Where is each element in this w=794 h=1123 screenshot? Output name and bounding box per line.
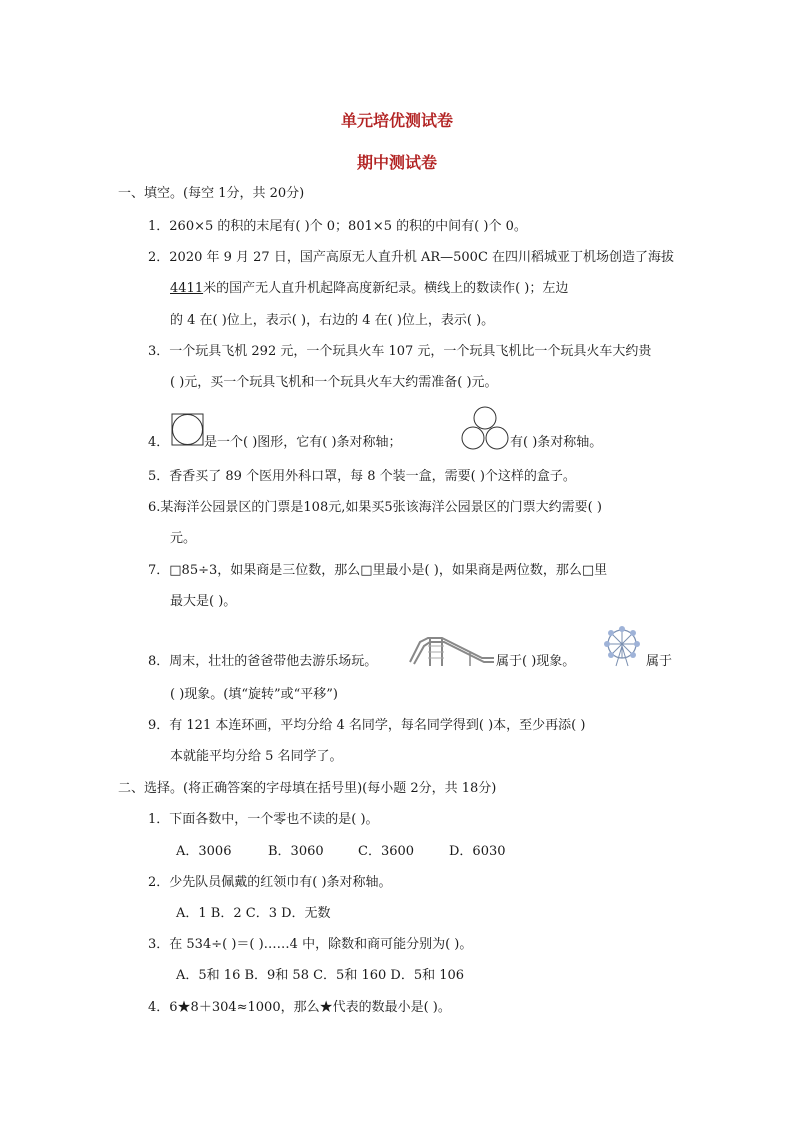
section-1-heading: 一、填空。(每空 1分，共 20分) (118, 186, 305, 201)
question-1-4-text-a: 是一个( )图形，它有( )条对称轴； (204, 435, 402, 450)
question-1-5: 5．香香买了 89 个医用外科口罩，每 8 个装一盒，需要( )个这样的盒子。 (148, 469, 576, 484)
section-2-heading: 二、选择。(将正确答案的字母填在括号里)(每小题 2分，共 18分) (118, 781, 497, 796)
question-1-9-line2: 本就能平均分给 5 名同学了。 (170, 749, 343, 764)
question-2-3-options: A．5和 16 B．9和 58 C．5和 160 D．5和 106 (176, 968, 465, 983)
question-2-1: 1．下面各数中，一个零也不读的是( )。 (148, 812, 379, 827)
question-1-3-line1: 3．一个玩具飞机 292 元，一个玩具火车 107 元，一个玩具飞机比一个玩具火车大约贵 (148, 344, 652, 359)
option-a: A．3006 (176, 844, 232, 859)
question-1-7-line1: 7．□85÷3，如果商是三位数，那么□里最小是( )，如果商是两位数，那么□里 (148, 563, 608, 578)
ferris-wheel-icon (600, 624, 644, 668)
question-2-4: 4．6★8＋304≈1000，那么★代表的数最小是( )。 (148, 1000, 451, 1015)
slide-icon (408, 632, 496, 668)
option-d: D．6030 (449, 844, 506, 859)
question-1-6-line2: 元。 (170, 531, 197, 546)
question-1-8-text-a: 8．周末，壮壮的爸爸带他去游乐场玩。 (148, 654, 378, 669)
question-1-8-text-b: 属于( )现象。 (496, 654, 576, 669)
question-2-2: 2．少先队员佩戴的红领巾有( )条对称轴。 (148, 875, 392, 890)
option-c: C．3600 (358, 844, 415, 859)
question-1-1: 1．260×5 的积的末尾有( )个 0；801×5 的积的中间有( )个 0。 (148, 219, 527, 234)
underlined-number: 4411 (170, 281, 204, 296)
three-circles-figure (460, 405, 510, 451)
question-1-2-line2 (170, 280, 568, 298)
question-1-2-line3: 的 4 在( )位上，表示( )，右边的 4 在( )位上，表示( )。 (170, 313, 495, 328)
question-1-3-line2: ( )元，买一个玩具飞机和一个玩具火车大约需准备( )元。 (170, 375, 498, 390)
question-1-8-line2: ( )现象。(填“旋转”或“平移”) (170, 687, 339, 702)
square-circle-figure (171, 413, 204, 446)
question-1-2-line1: 2．2020 年 9 月 27 日，国产高原无人直升机 AR—500C 在四川稻城亚丁机场创造了海拔 (148, 250, 675, 265)
option-b: B．3060 (268, 844, 324, 859)
question-1-2-text: 米的国产无人直升机起降高度新纪录。横线上的数读作( )；左边 (203, 281, 569, 296)
question-1-9-line1: 9．有 121 本连环画，平均分给 4 名同学，每名同学得到( )本，至少再添( ) (148, 718, 586, 733)
question-1-7-line2: 最大是( )。 (170, 594, 237, 609)
question-1-4-number: 4． (148, 435, 170, 450)
question-1-6-line1: 6.某海洋公园景区的门票是108元,如果买5张该海洋公园景区的门票大约需要( ) (148, 500, 602, 515)
question-2-3: 3．在 534÷( )＝( )……4 中，除数和商可能分别为( )。 (148, 937, 473, 952)
question-2-2-options: A．1 B．2 C．3 D．无数 (176, 906, 331, 921)
page-subtitle: 期中测试卷 (356, 153, 437, 172)
page-title: 单元培优测试卷 (340, 111, 453, 130)
question-1-4-text-b: 有( )条对称轴。 (510, 435, 603, 450)
question-1-8-text-c: 属于 (646, 654, 673, 669)
